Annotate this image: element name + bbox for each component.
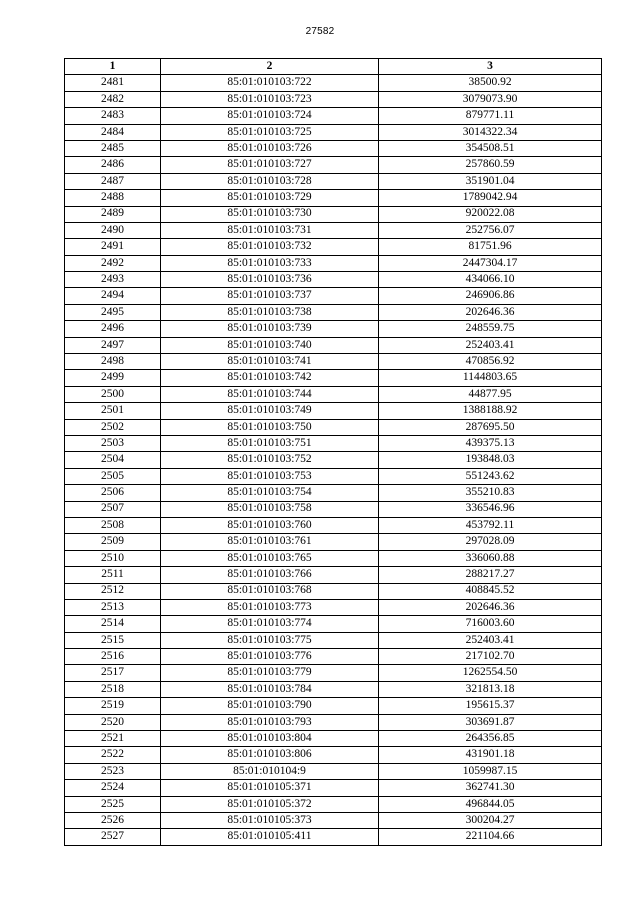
row-number-cell: 2506 [65, 485, 161, 501]
value-cell: 336546.96 [379, 501, 602, 517]
column-header-3: 3 [379, 59, 602, 75]
cadastral-number-cell: 85:01:010103:754 [161, 485, 379, 501]
value-cell: 321813.18 [379, 681, 602, 697]
value-cell: 1144803.65 [379, 370, 602, 386]
table-row [65, 632, 602, 648]
cadastral-number-cell: 85:01:010103:736 [161, 272, 379, 288]
row-number-cell: 2516 [65, 649, 161, 665]
row-number-cell: 2505 [65, 468, 161, 484]
table-row [65, 616, 602, 632]
value-cell: 879771.11 [379, 108, 602, 124]
cadastral-number-cell: 85:01:010103:732 [161, 239, 379, 255]
row-number-cell: 2524 [65, 780, 161, 796]
cadastral-number-cell: 85:01:010103:737 [161, 288, 379, 304]
table-row [65, 108, 602, 124]
table-row [65, 140, 602, 156]
value-cell: 1789042.94 [379, 190, 602, 206]
value-cell: 202646.36 [379, 304, 602, 320]
value-cell: 257860.59 [379, 157, 602, 173]
row-number-cell: 2513 [65, 599, 161, 615]
value-cell: 300204.27 [379, 812, 602, 828]
table-row [65, 780, 602, 796]
cadastral-number-cell: 85:01:010103:790 [161, 698, 379, 714]
row-number-cell: 2487 [65, 173, 161, 189]
row-number-cell: 2488 [65, 190, 161, 206]
value-cell: 217102.70 [379, 649, 602, 665]
row-number-cell: 2509 [65, 534, 161, 550]
table-row [65, 386, 602, 402]
table-row [65, 354, 602, 370]
cadastral-number-cell: 85:01:010103:739 [161, 321, 379, 337]
cadastral-number-cell: 85:01:010103:741 [161, 354, 379, 370]
row-number-cell: 2515 [65, 632, 161, 648]
table-row [65, 763, 602, 779]
table-row [65, 829, 602, 845]
row-number-cell: 2507 [65, 501, 161, 517]
cadastral-number-cell: 85:01:010103:750 [161, 419, 379, 435]
value-cell: 193848.03 [379, 452, 602, 468]
cadastral-number-cell: 85:01:010105:373 [161, 812, 379, 828]
value-cell: 195615.37 [379, 698, 602, 714]
cadastral-number-cell: 85:01:010103:722 [161, 75, 379, 91]
table-row [65, 731, 602, 747]
row-number-cell: 2508 [65, 517, 161, 533]
row-number-cell: 2520 [65, 714, 161, 730]
value-cell: 44877.95 [379, 386, 602, 402]
value-cell: 351901.04 [379, 173, 602, 189]
value-cell: 264356.85 [379, 731, 602, 747]
row-number-cell: 2484 [65, 124, 161, 140]
cadastral-number-cell: 85:01:010103:740 [161, 337, 379, 353]
row-number-cell: 2522 [65, 747, 161, 763]
table-row [65, 599, 602, 615]
value-cell: 431901.18 [379, 747, 602, 763]
cadastral-number-cell: 85:01:010105:371 [161, 780, 379, 796]
header-row [65, 59, 602, 75]
table-row [65, 501, 602, 517]
cadastral-number-cell: 85:01:010103:779 [161, 665, 379, 681]
table-row [65, 649, 602, 665]
value-cell: 354508.51 [379, 140, 602, 156]
cadastral-number-cell: 85:01:010103:751 [161, 435, 379, 451]
table-row [65, 124, 602, 140]
row-number-cell: 2504 [65, 452, 161, 468]
value-cell: 3014322.34 [379, 124, 602, 140]
table-row [65, 747, 602, 763]
cadastral-number-cell: 85:01:010103:726 [161, 140, 379, 156]
table-row [65, 468, 602, 484]
table-row [65, 550, 602, 566]
row-number-cell: 2486 [65, 157, 161, 173]
cadastral-number-cell: 85:01:010103:765 [161, 550, 379, 566]
value-cell: 252403.41 [379, 632, 602, 648]
row-number-cell: 2485 [65, 140, 161, 156]
value-cell: 38500.92 [379, 75, 602, 91]
table-row [65, 485, 602, 501]
row-number-cell: 2523 [65, 763, 161, 779]
row-number-cell: 2526 [65, 812, 161, 828]
table-row [65, 222, 602, 238]
table-row [65, 435, 602, 451]
table-row [65, 403, 602, 419]
cadastral-number-cell: 85:01:010103:723 [161, 91, 379, 107]
cadastral-number-cell: 85:01:010103:729 [161, 190, 379, 206]
row-number-cell: 2490 [65, 222, 161, 238]
table-row [65, 304, 602, 320]
table-row [65, 796, 602, 812]
value-cell: 2447304.17 [379, 255, 602, 271]
value-cell: 287695.50 [379, 419, 602, 435]
row-number-cell: 2512 [65, 583, 161, 599]
table-row [65, 288, 602, 304]
row-number-cell: 2482 [65, 91, 161, 107]
table-row [65, 239, 602, 255]
table-header [65, 59, 602, 75]
cadastral-number-cell: 85:01:010103:784 [161, 681, 379, 697]
column-header-1: 1 [65, 59, 161, 75]
cadastral-number-cell: 85:01:010103:766 [161, 567, 379, 583]
row-number-cell: 2518 [65, 681, 161, 697]
cadastral-number-cell: 85:01:010103:776 [161, 649, 379, 665]
cadastral-number-cell: 85:01:010103:744 [161, 386, 379, 402]
row-number-cell: 2496 [65, 321, 161, 337]
value-cell: 453792.11 [379, 517, 602, 533]
value-cell: 248559.75 [379, 321, 602, 337]
table-row [65, 206, 602, 222]
cadastral-number-cell: 85:01:010103:773 [161, 599, 379, 615]
cadastral-number-cell: 85:01:010103:724 [161, 108, 379, 124]
cadastral-number-cell: 85:01:010103:758 [161, 501, 379, 517]
page-number: 27582 [305, 26, 335, 37]
value-cell: 439375.13 [379, 435, 602, 451]
table-row [65, 173, 602, 189]
table-row [65, 567, 602, 583]
value-cell: 3079073.90 [379, 91, 602, 107]
row-number-cell: 2493 [65, 272, 161, 288]
registry-table [64, 58, 602, 846]
row-number-cell: 2525 [65, 796, 161, 812]
value-cell: 355210.83 [379, 485, 602, 501]
cadastral-number-cell: 85:01:010103:804 [161, 731, 379, 747]
cadastral-number-cell: 85:01:010103:727 [161, 157, 379, 173]
table-row [65, 91, 602, 107]
value-cell: 252403.41 [379, 337, 602, 353]
row-number-cell: 2527 [65, 829, 161, 845]
cadastral-number-cell: 85:01:010103:775 [161, 632, 379, 648]
table-row [65, 419, 602, 435]
value-cell: 252756.07 [379, 222, 602, 238]
table-row [65, 337, 602, 353]
value-cell: 362741.30 [379, 780, 602, 796]
row-number-cell: 2514 [65, 616, 161, 632]
value-cell: 470856.92 [379, 354, 602, 370]
row-number-cell: 2497 [65, 337, 161, 353]
table-row [65, 272, 602, 288]
value-cell: 221104.66 [379, 829, 602, 845]
row-number-cell: 2492 [65, 255, 161, 271]
value-cell: 288217.27 [379, 567, 602, 583]
cadastral-number-cell: 85:01:010103:760 [161, 517, 379, 533]
value-cell: 303691.87 [379, 714, 602, 730]
table-row [65, 714, 602, 730]
cadastral-number-cell: 85:01:010103:742 [161, 370, 379, 386]
cadastral-number-cell: 85:01:010104:9 [161, 763, 379, 779]
table-row [65, 190, 602, 206]
row-number-cell: 2510 [65, 550, 161, 566]
row-number-cell: 2503 [65, 435, 161, 451]
table-row [65, 452, 602, 468]
table-row [65, 698, 602, 714]
cadastral-number-cell: 85:01:010103:728 [161, 173, 379, 189]
row-number-cell: 2498 [65, 354, 161, 370]
row-number-cell: 2483 [65, 108, 161, 124]
value-cell: 408845.52 [379, 583, 602, 599]
cadastral-number-cell: 85:01:010103:738 [161, 304, 379, 320]
row-number-cell: 2517 [65, 665, 161, 681]
row-number-cell: 2501 [65, 403, 161, 419]
cadastral-number-cell: 85:01:010103:793 [161, 714, 379, 730]
row-number-cell: 2500 [65, 386, 161, 402]
row-number-cell: 2495 [65, 304, 161, 320]
table-row [65, 157, 602, 173]
row-number-cell: 2481 [65, 75, 161, 91]
value-cell: 202646.36 [379, 599, 602, 615]
value-cell: 496844.05 [379, 796, 602, 812]
table-row [65, 75, 602, 91]
table-row [65, 534, 602, 550]
cadastral-number-cell: 85:01:010105:372 [161, 796, 379, 812]
value-cell: 716003.60 [379, 616, 602, 632]
cadastral-number-cell: 85:01:010103:753 [161, 468, 379, 484]
table-row [65, 583, 602, 599]
row-number-cell: 2502 [65, 419, 161, 435]
value-cell: 920022.08 [379, 206, 602, 222]
value-cell: 1262554.50 [379, 665, 602, 681]
value-cell: 297028.09 [379, 534, 602, 550]
value-cell: 551243.62 [379, 468, 602, 484]
cadastral-number-cell: 85:01:010103:752 [161, 452, 379, 468]
column-header-2: 2 [161, 59, 379, 75]
cadastral-number-cell: 85:01:010103:761 [161, 534, 379, 550]
table-row [65, 812, 602, 828]
table-row [65, 255, 602, 271]
value-cell: 434066.10 [379, 272, 602, 288]
row-number-cell: 2521 [65, 731, 161, 747]
cadastral-number-cell: 85:01:010103:731 [161, 222, 379, 238]
value-cell: 81751.96 [379, 239, 602, 255]
table-body [65, 75, 602, 845]
row-number-cell: 2499 [65, 370, 161, 386]
cadastral-number-cell: 85:01:010103:730 [161, 206, 379, 222]
row-number-cell: 2494 [65, 288, 161, 304]
value-cell: 246906.86 [379, 288, 602, 304]
table-row [65, 681, 602, 697]
row-number-cell: 2511 [65, 567, 161, 583]
value-cell: 336060.88 [379, 550, 602, 566]
value-cell: 1388188.92 [379, 403, 602, 419]
value-cell: 1059987.15 [379, 763, 602, 779]
cadastral-number-cell: 85:01:010103:725 [161, 124, 379, 140]
row-number-cell: 2519 [65, 698, 161, 714]
row-number-cell: 2491 [65, 239, 161, 255]
cadastral-number-cell: 85:01:010103:733 [161, 255, 379, 271]
table-row [65, 517, 602, 533]
table-row [65, 321, 602, 337]
table-row [65, 370, 602, 386]
cadastral-number-cell: 85:01:010103:806 [161, 747, 379, 763]
cadastral-number-cell: 85:01:010103:749 [161, 403, 379, 419]
table-row [65, 665, 602, 681]
cadastral-number-cell: 85:01:010105:411 [161, 829, 379, 845]
row-number-cell: 2489 [65, 206, 161, 222]
cadastral-number-cell: 85:01:010103:774 [161, 616, 379, 632]
cadastral-number-cell: 85:01:010103:768 [161, 583, 379, 599]
